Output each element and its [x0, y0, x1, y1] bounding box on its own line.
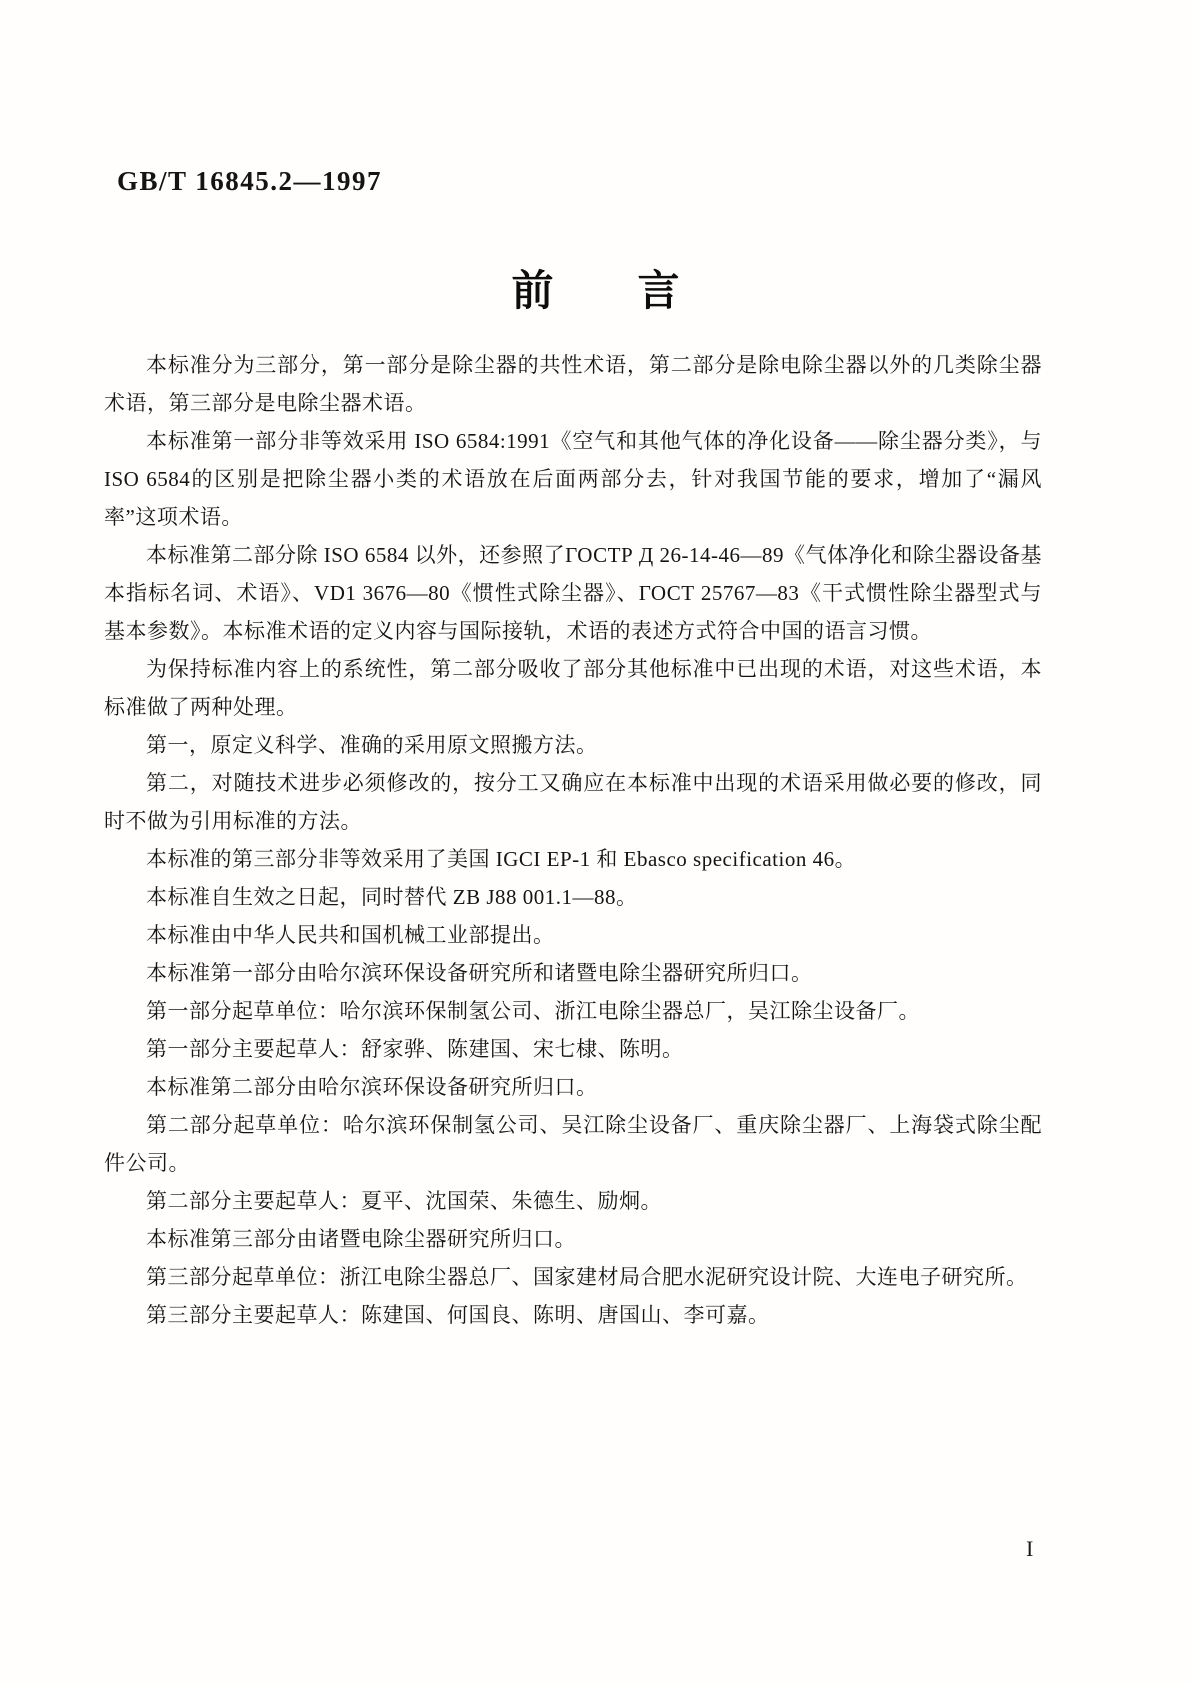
- foreword-paragraph: 第一，原定义科学、准确的采用原文照搬方法。: [146, 733, 598, 757]
- page-title: 前 言: [511, 267, 680, 314]
- foreword-paragraph: 为保持标准内容上的系统性，第二部分吸收了部分其他标准中已出现的术语，对这些术语，本标准做了两种处理。: [104, 657, 1042, 719]
- foreword-paragraph: 第二，对随技术进步必须修改的，按分工又确应在本标准中出现的术语采用做必要的修改，同时不做为引用标准的方法。: [104, 771, 1042, 833]
- foreword-paragraph: 本标准第三部分由诸暨电除尘器研究所归口。: [146, 1227, 576, 1251]
- foreword-paragraph: 第一部分主要起草人：舒家骅、陈建国、宋七棣、陈明。: [146, 1037, 684, 1061]
- foreword-paragraph: 第二部分起草单位：哈尔滨环保制氢公司、吴江除尘设备厂、重庆除尘器厂、上海袋式除尘配件公司。: [104, 1113, 1042, 1175]
- foreword-paragraph: 第一部分起草单位：哈尔滨环保制氢公司、浙江电除尘器总厂，吴江除尘设备厂。: [146, 999, 920, 1023]
- standard-code: GB/T 16845.2—1997: [117, 166, 383, 196]
- foreword-paragraph: 第二部分主要起草人：夏平、沈国荣、朱德生、励炯。: [146, 1189, 662, 1213]
- foreword-paragraph: 本标准自生效之日起，同时替代 ZB J88 001.1—88。: [146, 885, 638, 909]
- foreword-paragraph: 第三部分主要起草人：陈建国、何国良、陈明、唐国山、李可嘉。: [146, 1303, 770, 1327]
- foreword-paragraph: 本标准的第三部分非等效采用了美国 IGCI EP-1 和 Ebasco specification 46。: [146, 847, 857, 871]
- foreword-paragraph: 本标准第二部分由哈尔滨环保设备研究所归口。: [146, 1075, 598, 1099]
- page-number: I: [1026, 1536, 1034, 1561]
- foreword-paragraph: 第三部分起草单位：浙江电除尘器总厂、国家建材局合肥水泥研究设计院、大连电子研究所。: [146, 1265, 1028, 1289]
- foreword-paragraph: 本标准分为三部分，第一部分是除尘器的共性术语，第二部分是除电除尘器以外的几类除尘器术语，第三部分是电除尘器术语。: [104, 353, 1042, 415]
- foreword-paragraph: 本标准由中华人民共和国机械工业部提出。: [146, 923, 555, 947]
- foreword-paragraph: 本标准第一部分由哈尔滨环保设备研究所和诸暨电除尘器研究所归口。: [146, 961, 813, 985]
- foreword-paragraph: 本标准第二部分除 ISO 6584 以外，还参照了ГОСТР Д 26-14-46—89《气体净化和除尘器设备基本指标名词、术语》、VD1 3676—80《惯性式除尘器》、ГОСТ 25767—83《干式惯性除尘器型式与基本参数》。本标准术语的定义内容与国际接轨，术语的表述方式符合中国的语言习惯。: [104, 543, 1042, 643]
- foreword-body: [104, 346, 1042, 1334]
- foreword-paragraph: 本标准第一部分非等效采用 ISO 6584:1991《空气和其他气体的净化设备——除尘器分类》，与 ISO 6584的区别是把除尘器小类的术语放在后面两部分去，针对我国节能的要求，增加了“漏风率”这项术语。: [104, 429, 1042, 529]
